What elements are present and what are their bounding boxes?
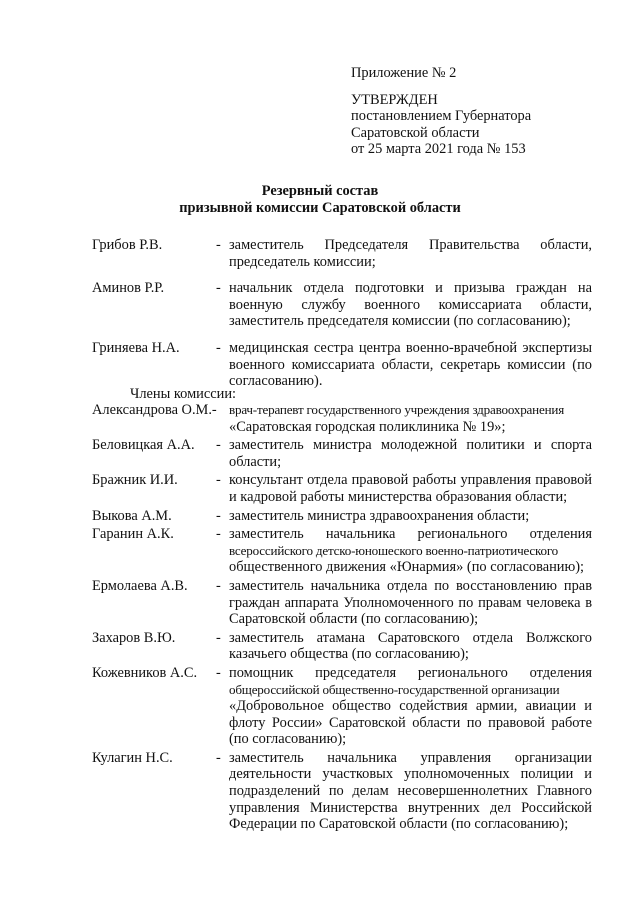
- list-item: [92, 340, 592, 390]
- list-item: [92, 472, 592, 505]
- dash: -: [216, 472, 221, 489]
- dash: -: [216, 629, 221, 646]
- list-item: [92, 280, 592, 330]
- approval-line: постановлением Губернатора: [351, 108, 532, 125]
- member-position: заместитель министра здравоохранения области;: [229, 507, 530, 524]
- member-position: заместитель Председателя Правительства области, председатель комиссии;: [229, 237, 592, 270]
- position-line: общественного движения «Юнармия» (по согласованию);: [229, 559, 585, 576]
- member-name: Гриняева Н.А.: [92, 339, 180, 356]
- dash: -: [216, 437, 221, 454]
- position-line: заместитель начальника регионального отделения: [229, 526, 592, 543]
- list-item: [92, 526, 592, 576]
- member-position: [229, 526, 592, 576]
- member-name: Захаров В.Ю.: [92, 629, 176, 646]
- approval-line: Саратовской области: [351, 124, 480, 141]
- member-name: Грибов Р.В.: [92, 237, 163, 253]
- member-position: [229, 665, 592, 748]
- position-line: всероссийского детско-юношеского военно-патриотического: [229, 542, 559, 558]
- dash: -: [216, 526, 221, 543]
- member-name: Ермолаева А.В.: [92, 577, 188, 594]
- member-position: заместитель начальника отдела по восстановлению прав граждан аппарата Уполномоченного по правам человека в Саратовской области (по согласованию);: [229, 577, 592, 628]
- dash: -: [216, 749, 221, 766]
- title-line: Резервный состав: [261, 183, 379, 199]
- member-name: Аминов Р.Р.: [92, 280, 165, 297]
- member-name: Бражник И.И.: [92, 472, 178, 489]
- title-line: призывной комиссии Саратовской области: [179, 200, 461, 216]
- member-name: Александрова О.М.-: [92, 402, 217, 418]
- list-item: [92, 402, 592, 435]
- member-position: заместитель начальника управления организации деятельности участковых уполномоченных полиции и подразделений по делам несовершеннолетних Главного управления Министерства внутренних дел Российской Федерации по Саратовской области (по согласованию);: [229, 749, 592, 833]
- list-item: [92, 750, 592, 833]
- member-name: Кожевников А.С.: [92, 664, 198, 681]
- document-title: [0, 183, 640, 217]
- member-position: медицинская сестра центра военно-врачебной экспертизы военного комиссариата области, секретарь комиссии (по согласованию).: [229, 339, 592, 390]
- approval-date: от 25 марта 2021 года № 153: [351, 141, 526, 158]
- position-line: «Саратовская городская поликлиника № 19»;: [229, 418, 506, 435]
- member-position: заместитель атамана Саратовского отдела Волжского казачьего общества (по согласованию);: [229, 629, 592, 663]
- member-name: Гаранин А.К.: [92, 526, 174, 543]
- list-item: [92, 630, 592, 663]
- position-line: «Добровольное общество содействия армии, авиации и флоту России» Саратовской области по правовой работе (по согласованию);: [229, 698, 592, 748]
- position-line: врач-терапевт государственного учреждения здравоохранения: [229, 402, 565, 417]
- list-item: [92, 508, 592, 525]
- dash: -: [216, 507, 221, 524]
- list-item: [92, 237, 592, 270]
- dash: -: [216, 237, 221, 253]
- member-position: консультант отдела правовой работы управления правовой и кадровой работы министерства образования области;: [229, 472, 592, 505]
- approval-block: [351, 65, 611, 158]
- members-label: Члены комиссии:: [130, 386, 237, 402]
- dash: -: [216, 577, 221, 594]
- member-name: Выкова А.М.: [92, 507, 172, 524]
- position-line: общероссийской общественно-государственной организации: [229, 681, 560, 697]
- dash: -: [216, 280, 221, 297]
- approved-stamp: УТВЕРЖДЕН: [351, 91, 438, 108]
- list-item: [92, 578, 592, 628]
- list-item: [92, 665, 592, 748]
- member-position: заместитель министра молодежной политики и спорта области;: [229, 437, 592, 470]
- members-list: [92, 402, 592, 835]
- dash: -: [216, 339, 221, 356]
- position-line: помощник председателя регионального отделения: [229, 664, 592, 681]
- member-position: начальник отдела подготовки и призыва граждан на военную службу военного комиссариата области, заместитель председателя комиссии (по согласованию);: [229, 280, 592, 330]
- member-name: Беловицкая А.А.: [92, 437, 195, 454]
- dash: -: [216, 664, 221, 681]
- annex-number: Приложение № 2: [351, 65, 457, 81]
- member-position: [229, 402, 592, 435]
- leadership-list: [92, 237, 592, 400]
- member-name: Кулагин Н.С.: [92, 749, 173, 766]
- list-item: [92, 437, 592, 470]
